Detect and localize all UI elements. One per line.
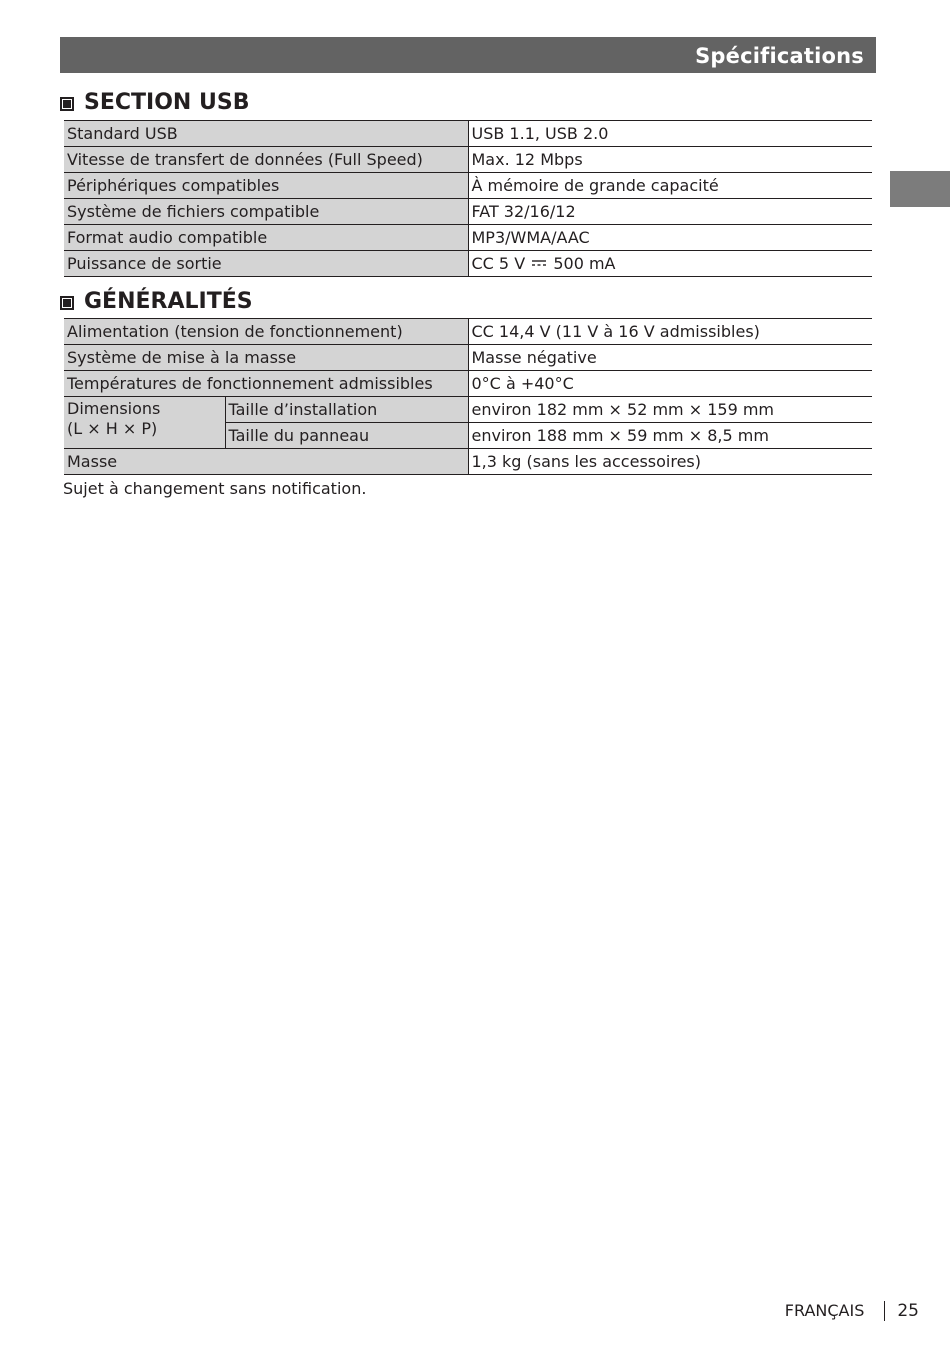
spec-sublabel: Taille d’installation (225, 397, 468, 423)
header-bar (60, 37, 876, 73)
table-row (64, 371, 872, 397)
spec-label: Système de fichiers compatible (64, 199, 468, 225)
square-bullet-icon (60, 97, 74, 111)
spec-value: Masse négative (468, 345, 872, 371)
table-row (64, 199, 872, 225)
page-number: 25 (897, 1301, 919, 1321)
spec-label: Puissance de sortie (64, 251, 468, 277)
footer-separator (884, 1301, 885, 1321)
table-row (64, 345, 872, 371)
table-row (64, 173, 872, 199)
general-spec-table (64, 318, 872, 475)
spec-value: USB 1.1, USB 2.0 (468, 121, 872, 147)
section-heading-general (60, 288, 253, 316)
spec-value: environ 182 mm × 52 mm × 159 mm (468, 397, 872, 423)
table-row (64, 397, 872, 423)
spec-value: À mémoire de grande capacité (468, 173, 872, 199)
table-row (64, 449, 872, 475)
dimensions-label (64, 397, 225, 449)
spec-value: CC 14,4 V (11 V à 16 V admissibles) (468, 319, 872, 345)
table-row (64, 121, 872, 147)
section-title-general: GÉNÉRALITÉS (84, 289, 253, 314)
spec-label: Masse (64, 449, 468, 475)
spec-sublabel: Taille du panneau (225, 423, 468, 449)
output-voltage: CC 5 V (471, 253, 526, 273)
side-tab-marker (890, 171, 950, 207)
spec-label: Format audio compatible (64, 225, 468, 251)
change-notice: Sujet à changement sans notification. (63, 479, 367, 498)
page-footer (785, 1300, 919, 1322)
spec-value: 1,3 kg (sans les accessoires) (468, 449, 872, 475)
section-heading-usb (60, 89, 249, 117)
spec-label: Températures de fonctionnement admissibles (64, 371, 468, 397)
dimensions-label-line1: Dimensions (67, 399, 161, 418)
spec-value (468, 251, 872, 277)
direct-current-icon (532, 259, 546, 267)
usb-spec-table (64, 120, 872, 277)
spec-label: Vitesse de transfert de données (Full Speed) (64, 147, 468, 173)
table-row (64, 147, 872, 173)
footer-language: FRANÇAIS (784, 1301, 865, 1320)
spec-value: 0°C à +40°C (468, 371, 872, 397)
dimensions-label-line2: (L × H × P) (67, 419, 158, 438)
spec-value: MP3/WMA/AAC (468, 225, 872, 251)
output-current: 500 mA (553, 253, 616, 273)
page-title: Spécifications (695, 44, 864, 68)
table-row (64, 319, 872, 345)
spec-value: environ 188 mm × 59 mm × 8,5 mm (468, 423, 872, 449)
spec-label: Périphériques compatibles (64, 173, 468, 199)
section-title-usb: SECTION USB (84, 90, 250, 115)
spec-value: Max. 12 Mbps (468, 147, 872, 173)
square-bullet-icon (60, 296, 74, 310)
table-row (64, 251, 872, 277)
table-row (64, 225, 872, 251)
spec-label: Alimentation (tension de fonctionnement) (64, 319, 468, 345)
spec-label: Standard USB (64, 121, 468, 147)
spec-value: FAT 32/16/12 (468, 199, 872, 225)
spec-label: Système de mise à la masse (64, 345, 468, 371)
